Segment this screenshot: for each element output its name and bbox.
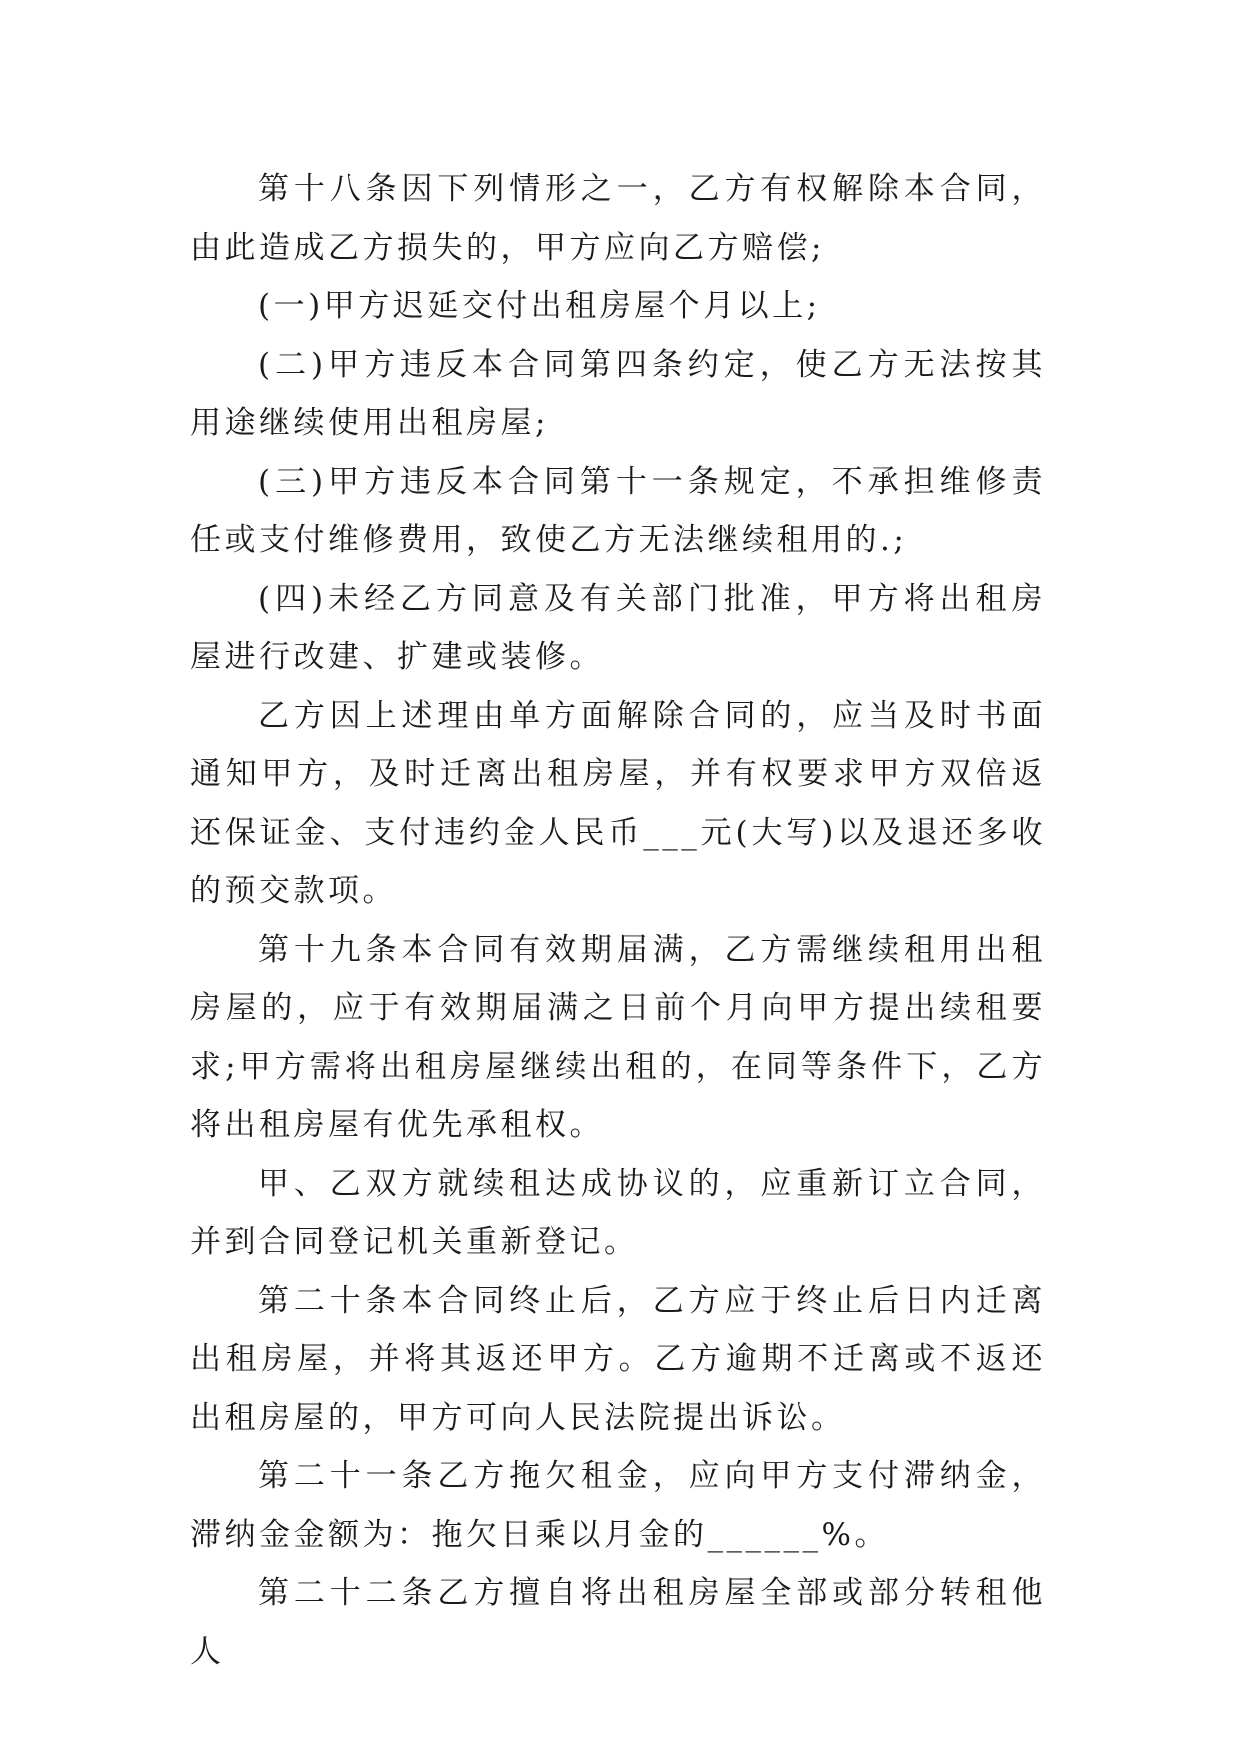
document-body [190,160,1046,1681]
renewal-agreement-paragraph: 甲、乙双方就续租达成协议的，应重新订立合同，并到合同登记机关重新登记。 [190,1165,1046,1260]
article-22-paragraph: 第二十二条乙方擅自将出租房屋全部或部分转租他人 [190,1575,1046,1670]
termination-notice-paragraph: 乙方因上述理由单方面解除合同的，应当及时书面通知甲方，及时迁离出租房屋，并有权要求甲方双倍返还保证金、支付违约金人民币___元(大写)以及退还多收的预交款项。 [190,697,1046,909]
article-18-item-4: (四)未经乙方同意及有关部门批准，甲方将出租房屋进行改建、扩建或装修。 [190,580,1046,675]
article-19-paragraph: 第十九条本合同有效期届满，乙方需继续租用出租房屋的，应于有效期届满之日前个月向甲方提出续租要求;甲方需将出租房屋继续出租的，在同等条件下，乙方将出租房屋有优先承租权。 [190,931,1046,1143]
article-18-item-2: (二)甲方违反本合同第四条约定，使乙方无法按其用途继续使用出租房屋; [190,346,1046,441]
article-21-paragraph: 第二十一条乙方拖欠租金，应向甲方支付滞纳金，滞纳金金额为：拖欠日乘以月金的______%。 [190,1458,1046,1553]
article-20-paragraph: 第二十条本合同终止后，乙方应于终止后日内迁离出租房屋，并将其返还甲方。乙方逾期不迁离或不返还出租房屋的，甲方可向人民法院提出诉讼。 [190,1282,1046,1436]
article-18-item-3: (三)甲方违反本合同第十一条规定，不承担维修责任或支付维修费用，致使乙方无法继续租用的.; [190,463,1046,558]
article-18-paragraph: 第十八条因下列情形之一，乙方有权解除本合同，由此造成乙方损失的，甲方应向乙方赔偿; [190,171,1046,266]
article-18-item-1: (一)甲方迟延交付出租房屋个月以上; [258,288,821,324]
